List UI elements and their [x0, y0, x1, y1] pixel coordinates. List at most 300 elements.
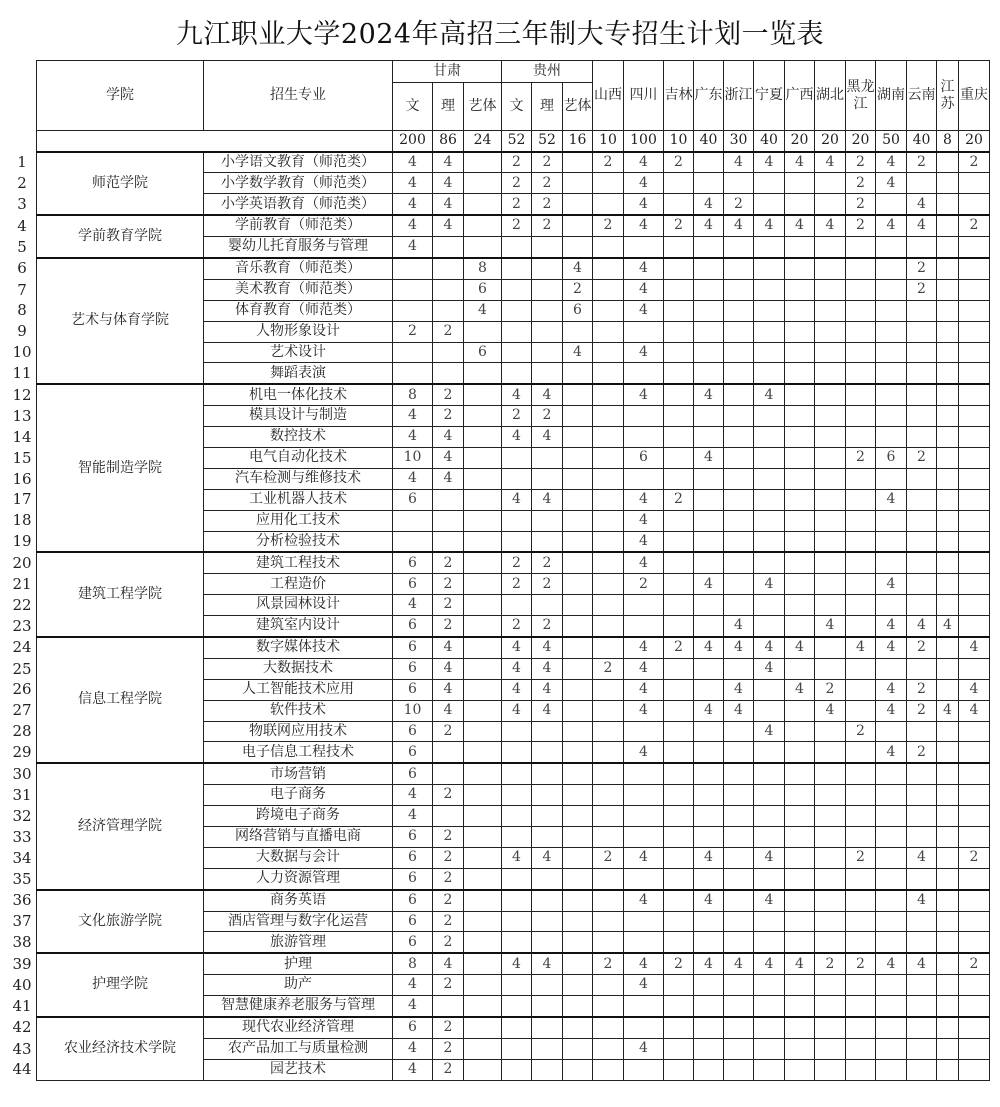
quota-cell [532, 763, 563, 784]
quota-cell: 2 [846, 173, 876, 194]
quota-cell: 4 [876, 616, 907, 637]
quota-cell: 4 [393, 406, 433, 427]
major-name: 数控技术 [204, 427, 393, 448]
quota-cell: 4 [754, 953, 785, 974]
quota-cell [876, 194, 907, 215]
quota-cell [937, 173, 959, 194]
quota-cell: 4 [393, 194, 433, 215]
quota-cell [937, 279, 959, 300]
major-name: 电子商务 [204, 785, 393, 806]
quota-cell: 4 [624, 510, 664, 531]
quota-cell [959, 785, 990, 806]
quota-cell [694, 1038, 724, 1059]
quota-cell [664, 173, 694, 194]
quota-cell [785, 806, 815, 827]
major-name: 网络营销与直播电商 [204, 827, 393, 848]
quota-cell: 4 [624, 342, 664, 363]
quota-total: 30 [724, 131, 754, 152]
subject-header: 文 [393, 83, 433, 131]
quota-cell: 6 [393, 827, 433, 848]
quota-cell [624, 321, 664, 342]
quota-cell [815, 975, 846, 996]
quota-cell [694, 616, 724, 637]
quota-cell [907, 384, 937, 405]
quota-cell [502, 531, 532, 552]
quota-cell [959, 1059, 990, 1080]
quota-cell: 2 [433, 785, 464, 806]
quota-cell: 2 [664, 953, 694, 974]
major-name: 汽车检测与维修技术 [204, 468, 393, 489]
quota-cell [785, 384, 815, 405]
quota-cell [563, 406, 593, 427]
quota-cell [876, 975, 907, 996]
quota-cell [694, 975, 724, 996]
quota-cell [563, 911, 593, 932]
quota-cell [563, 847, 593, 868]
row-number: 1 [17, 152, 27, 171]
quota-cell [846, 806, 876, 827]
major-name: 小学数学教育（师范类） [204, 173, 393, 194]
quota-cell [815, 384, 846, 405]
quota-cell [624, 763, 664, 784]
major-name: 酒店管理与数字化运营 [204, 911, 393, 932]
quota-cell [785, 975, 815, 996]
quota-cell [724, 932, 754, 953]
quota-cell [563, 447, 593, 468]
quota-cell [664, 679, 694, 700]
quota-cell: 10 [393, 447, 433, 468]
quota-cell [593, 637, 624, 658]
major-name: 大数据技术 [204, 658, 393, 679]
quota-cell: 4 [724, 616, 754, 637]
quota-cell [464, 806, 502, 827]
quota-cell [959, 510, 990, 531]
quota-cell [907, 321, 937, 342]
quota-cell [694, 406, 724, 427]
quota-cell [593, 468, 624, 489]
quota-cell [846, 911, 876, 932]
quota-cell [815, 574, 846, 595]
quota-cell [846, 406, 876, 427]
quota-cell [563, 721, 593, 742]
quota-cell [785, 911, 815, 932]
quota-cell [846, 574, 876, 595]
quota-cell [664, 827, 694, 848]
quota-cell [694, 510, 724, 531]
quota-total: 52 [502, 131, 532, 152]
quota-cell [464, 637, 502, 658]
quota-cell [624, 237, 664, 258]
quota-cell: 4 [959, 679, 990, 700]
quota-cell: 2 [664, 637, 694, 658]
quota-cell [959, 300, 990, 321]
quota-cell [754, 1017, 785, 1038]
quota-cell [876, 827, 907, 848]
quota-cell: 4 [754, 574, 785, 595]
quota-cell: 4 [393, 173, 433, 194]
quota-cell [724, 847, 754, 868]
quota-cell: 2 [959, 847, 990, 868]
quota-cell: 2 [532, 406, 563, 427]
quota-cell [815, 447, 846, 468]
quota-cell [464, 215, 502, 236]
quota-cell: 4 [724, 637, 754, 658]
quota-total: 20 [815, 131, 846, 152]
row-number: 26 [12, 680, 32, 699]
quota-cell [959, 616, 990, 637]
quota-cell: 4 [624, 300, 664, 321]
quota-cell [785, 996, 815, 1017]
quota-cell [502, 1038, 532, 1059]
quota-cell [846, 531, 876, 552]
quota-cell: 2 [502, 152, 532, 173]
quota-total: 8 [937, 131, 959, 152]
major-name: 助产 [204, 975, 393, 996]
quota-cell: 4 [876, 215, 907, 236]
major-name: 应用化工技术 [204, 510, 393, 531]
quota-cell: 4 [785, 152, 815, 173]
quota-cell [876, 321, 907, 342]
quota-cell: 4 [532, 427, 563, 448]
quota-cell: 4 [563, 342, 593, 363]
quota-cell [937, 300, 959, 321]
quota-cell [664, 237, 694, 258]
province-header: 广西 [785, 61, 815, 131]
major-header: 招生专业 [204, 61, 393, 131]
quota-cell: 2 [532, 215, 563, 236]
quota-cell: 4 [624, 489, 664, 510]
quota-cell [959, 996, 990, 1017]
quota-cell: 4 [624, 637, 664, 658]
quota-cell [724, 806, 754, 827]
quota-cell [907, 911, 937, 932]
college-name: 学前教育学院 [37, 215, 204, 258]
quota-cell [959, 427, 990, 448]
quota-cell: 4 [724, 152, 754, 173]
quota-cell [754, 447, 785, 468]
quota-cell [502, 932, 532, 953]
quota-cell [907, 363, 937, 384]
quota-cell [876, 237, 907, 258]
quota-cell [563, 742, 593, 763]
quota-cell [593, 679, 624, 700]
quota-cell [664, 890, 694, 911]
quota-cell: 6 [393, 932, 433, 953]
quota-cell [464, 468, 502, 489]
quota-cell [593, 742, 624, 763]
quota-cell: 4 [937, 616, 959, 637]
quota-cell [959, 194, 990, 215]
quota-cell [694, 363, 724, 384]
quota-cell [907, 1017, 937, 1038]
quota-cell [937, 742, 959, 763]
quota-cell [664, 510, 694, 531]
quota-cell [694, 911, 724, 932]
quota-cell [502, 996, 532, 1017]
quota-cell [754, 827, 785, 848]
quota-cell: 2 [563, 279, 593, 300]
quota-cell [393, 279, 433, 300]
quota-cell: 4 [754, 658, 785, 679]
quota-cell [563, 658, 593, 679]
quota-cell: 4 [502, 953, 532, 974]
quota-cell [593, 975, 624, 996]
quota-cell [754, 700, 785, 721]
quota-cell [694, 932, 724, 953]
quota-cell [563, 237, 593, 258]
quota-cell: 4 [907, 890, 937, 911]
quota-cell [563, 1017, 593, 1038]
row-number: 9 [17, 322, 27, 341]
quota-cell: 4 [624, 658, 664, 679]
quota-cell [959, 975, 990, 996]
quota-cell: 2 [664, 215, 694, 236]
quota-cell [754, 763, 785, 784]
quota-cell: 6 [464, 279, 502, 300]
quota-cell [937, 658, 959, 679]
quota-cell [815, 637, 846, 658]
quota-cell [694, 868, 724, 889]
quota-cell: 4 [393, 975, 433, 996]
quota-cell [593, 342, 624, 363]
row-number: 39 [12, 954, 32, 973]
table-row [8, 152, 990, 173]
quota-cell [937, 595, 959, 616]
quota-cell [959, 742, 990, 763]
row-number: 7 [17, 280, 27, 299]
quota-cell [532, 996, 563, 1017]
major-name: 风景园林设计 [204, 595, 393, 616]
quota-cell [937, 890, 959, 911]
quota-cell [694, 595, 724, 616]
quota-cell [464, 975, 502, 996]
quota-cell [937, 363, 959, 384]
quota-cell [846, 279, 876, 300]
major-name: 机电一体化技术 [204, 384, 393, 405]
quota-cell: 4 [624, 975, 664, 996]
quota-cell: 4 [815, 215, 846, 236]
quota-cell [664, 574, 694, 595]
quota-cell [815, 258, 846, 279]
quota-cell [624, 595, 664, 616]
quota-cell: 2 [815, 679, 846, 700]
quota-cell [846, 1017, 876, 1038]
major-name: 市场营销 [204, 763, 393, 784]
quota-cell [502, 237, 532, 258]
quota-cell [785, 763, 815, 784]
quota-cell [694, 531, 724, 552]
quota-cell [959, 595, 990, 616]
major-name: 建筑工程技术 [204, 552, 393, 573]
quota-cell: 2 [433, 574, 464, 595]
quota-cell: 2 [593, 152, 624, 173]
quota-cell [876, 658, 907, 679]
quota-total: 20 [959, 131, 990, 152]
quota-cell: 4 [876, 152, 907, 173]
quota-cell: 4 [624, 1038, 664, 1059]
quota-cell: 2 [532, 194, 563, 215]
major-name: 旅游管理 [204, 932, 393, 953]
quota-cell [532, 531, 563, 552]
quota-cell [815, 279, 846, 300]
quota-cell [876, 552, 907, 573]
quota-cell [876, 258, 907, 279]
quota-cell [664, 1059, 694, 1080]
quota-cell [433, 342, 464, 363]
quota-cell [907, 827, 937, 848]
quota-cell [624, 806, 664, 827]
quota-cell: 6 [393, 658, 433, 679]
quota-cell: 4 [433, 173, 464, 194]
enrollment-plan-table-wrapper [8, 60, 990, 1081]
quota-cell [876, 1038, 907, 1059]
quota-cell: 2 [532, 152, 563, 173]
quota-cell [624, 996, 664, 1017]
quota-cell [876, 1059, 907, 1080]
row-number: 2 [17, 174, 27, 193]
quota-cell [664, 406, 694, 427]
quota-cell [876, 468, 907, 489]
quota-cell [532, 279, 563, 300]
quota-cell [464, 552, 502, 573]
quota-cell: 4 [502, 427, 532, 448]
quota-cell [959, 321, 990, 342]
quota-cell [937, 574, 959, 595]
quota-cell [907, 552, 937, 573]
college-name: 经济管理学院 [37, 763, 204, 889]
quota-cell [754, 237, 785, 258]
quota-cell [593, 1059, 624, 1080]
quota-cell [694, 552, 724, 573]
quota-cell [502, 763, 532, 784]
quota-cell: 4 [907, 194, 937, 215]
row-number: 35 [12, 869, 32, 888]
quota-cell [563, 616, 593, 637]
quota-cell: 4 [876, 679, 907, 700]
quota-cell [815, 595, 846, 616]
quota-cell [724, 1017, 754, 1038]
quota-cell: 4 [563, 258, 593, 279]
quota-cell: 4 [624, 847, 664, 868]
quota-cell: 6 [393, 721, 433, 742]
quota-cell [694, 827, 724, 848]
quota-cell [664, 595, 694, 616]
quota-cell [754, 468, 785, 489]
quota-cell [754, 510, 785, 531]
row-number: 30 [12, 764, 32, 783]
quota-cell [724, 574, 754, 595]
row-number: 3 [17, 195, 27, 214]
quota-cell [593, 574, 624, 595]
major-name: 园艺技术 [204, 1059, 393, 1080]
quota-cell: 2 [846, 447, 876, 468]
province-header: 湖南 [876, 61, 907, 131]
quota-cell [785, 785, 815, 806]
quota-cell [724, 552, 754, 573]
quota-cell [694, 658, 724, 679]
quota-cell: 6 [393, 679, 433, 700]
row-number: 21 [12, 575, 32, 593]
enrollment-plan-table [8, 60, 990, 1081]
quota-cell [754, 1059, 785, 1080]
quota-cell [754, 975, 785, 996]
quota-cell: 4 [433, 637, 464, 658]
row-number: 22 [12, 595, 32, 614]
quota-cell [937, 975, 959, 996]
quota-cell [502, 363, 532, 384]
quota-cell [876, 595, 907, 616]
quota-cell [664, 616, 694, 637]
quota-cell: 6 [464, 342, 502, 363]
quota-cell: 6 [876, 447, 907, 468]
quota-cell [464, 763, 502, 784]
quota-cell [937, 1059, 959, 1080]
quota-cell: 6 [393, 911, 433, 932]
quota-cell: 4 [754, 215, 785, 236]
table-row [8, 1017, 990, 1038]
quota-cell [724, 258, 754, 279]
quota-cell [502, 595, 532, 616]
major-name: 电气自动化技术 [204, 447, 393, 468]
quota-cell [907, 173, 937, 194]
major-name: 护理 [204, 953, 393, 974]
major-name: 物联网应用技术 [204, 721, 393, 742]
quota-cell [959, 890, 990, 911]
quota-cell [393, 258, 433, 279]
quota-cell [846, 890, 876, 911]
row-number: 32 [12, 806, 32, 825]
quota-cell: 8 [464, 258, 502, 279]
quota-cell [502, 300, 532, 321]
quota-cell [724, 173, 754, 194]
quota-cell [502, 868, 532, 889]
subject-header: 艺体 [464, 83, 502, 131]
quota-cell [937, 637, 959, 658]
quota-cell [694, 742, 724, 763]
quota-cell [876, 427, 907, 448]
quota-cell [724, 468, 754, 489]
quota-cell: 4 [876, 574, 907, 595]
quota-cell [532, 785, 563, 806]
quota-cell [433, 489, 464, 510]
quota-cell [664, 1038, 694, 1059]
quota-cell [532, 1038, 563, 1059]
quota-cell: 4 [785, 637, 815, 658]
page-title: 九江职业大学2024年高招三年制大专招生计划一览表 [175, 19, 825, 50]
quota-cell: 4 [785, 679, 815, 700]
table-row [8, 637, 990, 658]
quota-cell [502, 468, 532, 489]
quota-cell [502, 742, 532, 763]
quota-cell [433, 258, 464, 279]
quota-cell [907, 531, 937, 552]
quota-cell [593, 763, 624, 784]
row-number: 37 [12, 912, 32, 931]
quota-cell [433, 363, 464, 384]
quota-cell: 4 [393, 152, 433, 173]
college-name: 艺术与体育学院 [37, 258, 204, 384]
quota-cell [563, 1059, 593, 1080]
row-number: 34 [12, 848, 32, 867]
quota-cell: 4 [393, 1038, 433, 1059]
quota-cell [464, 173, 502, 194]
quota-cell [532, 468, 563, 489]
row-number: 16 [12, 469, 32, 488]
quota-cell [593, 1017, 624, 1038]
quota-cell: 2 [593, 658, 624, 679]
quota-cell [664, 763, 694, 784]
quota-cell [815, 552, 846, 573]
